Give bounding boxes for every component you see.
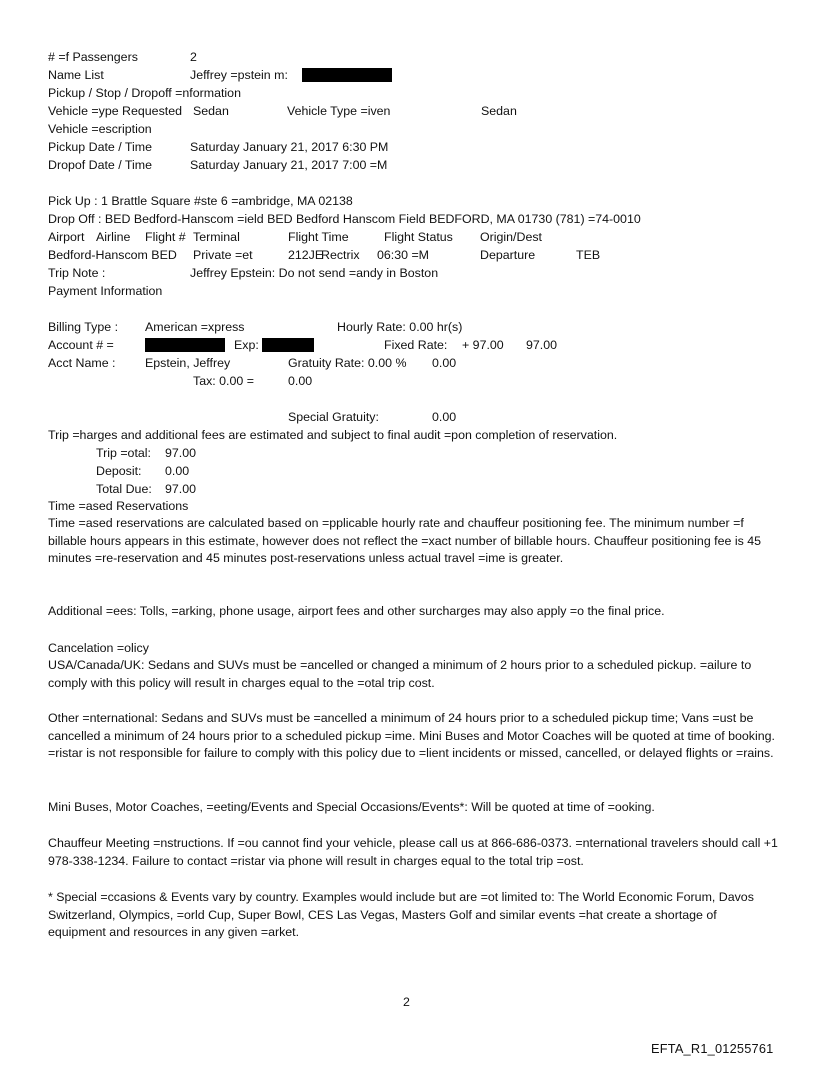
flight-row-origin-dest: TEB <box>576 248 601 262</box>
flight-row-airline: Private =et <box>193 248 253 262</box>
vehicle-given-value: Sedan <box>481 104 517 118</box>
fixed-rate-plus: + 97.00 <box>462 338 504 352</box>
trip-total-label: Trip =otal: <box>96 446 151 460</box>
dropoff-datetime-value: Saturday January 21, 2017 7:00 =M <box>190 158 388 172</box>
billing-type-label: Billing Type : <box>48 320 119 334</box>
account-number-label: Account # = <box>48 338 114 352</box>
cancelation-international-text: Other =nternational: Sedans and SUVs must be =ancelled a minimum of 24 hours prior to a scheduled pickup time; Vans =ust be cancelled a minimum of 24 hours prior to a scheduled pickup =ime. Mini Buses and Motor Coaches will be quoted at time of booking. =ristar is not responsible for failure to comply with this policy due to =lient incidents or missed, cancelled, or delayed flights or =rains. <box>48 711 775 761</box>
gratuity-rate: Gratuity Rate: 0.00 % <box>288 356 407 370</box>
trip-note-label: Trip Note : <box>48 266 106 280</box>
vehicle-desc-label: Vehicle =escription <box>48 122 152 136</box>
mini-bus-text: Mini Buses, Motor Coaches, =eeting/Events and Special Occasions/Events*: Will be quoted at time of =ooking. <box>48 800 655 814</box>
flight-header-flight-status: Flight Status <box>384 230 453 244</box>
pickup-datetime-value: Saturday January 21, 2017 6:30 PM <box>190 140 389 154</box>
deposit-value: 0.00 <box>165 464 190 478</box>
hourly-rate: Hourly Rate: 0.00 hr(s) <box>337 320 463 334</box>
redaction-box <box>262 338 314 352</box>
flight-header-flight-number: Flight # <box>145 230 186 244</box>
total-due-value: 97.00 <box>165 482 197 496</box>
cancelation-policy-heading: Cancelation =olicy <box>48 641 149 655</box>
pickup-location: Pick Up : 1 Brattle Square #ste 6 =ambridge, MA 02138 <box>48 194 353 208</box>
time-based-heading: Time =ased Reservations <box>48 499 189 513</box>
time-based-text: Time =ased reservations are calculated based on =pplicable hourly rate and chauffeur positioning fee. The minimum number =f billable hours appears in this estimate, however does not reflect the =xact number of billable hours. Chauffeur positioning fee is 45 minutes =re-reservation and 45 minutes post-reservations unless actual travel =ime is greater. <box>48 516 761 566</box>
vehicle-requested-label: Vehicle =ype Requested <box>48 104 182 118</box>
name-list-value: Jeffrey =pstein m: <box>190 68 288 82</box>
pickup-datetime-label: Pickup Date / Time <box>48 140 152 154</box>
flight-row-flight-status: Departure <box>480 248 536 262</box>
deposit-label: Deposit: <box>96 464 142 478</box>
passengers-label: # =f Passengers <box>48 50 138 64</box>
flight-header-airline: Airline <box>96 230 131 244</box>
redaction-box <box>145 338 225 352</box>
document-id: EFTA_R1_01255761 <box>651 1041 774 1056</box>
flight-row-flight-number: 212JE <box>288 248 324 262</box>
gratuity-amount: 0.00 <box>432 356 457 370</box>
acct-name-value: Epstein, Jeffrey <box>145 356 231 370</box>
special-occasions-text: * Special =ccasions & Events vary by country. Examples would include but are =ot limited to: The World Economic Forum, Davos Switzerland, Olympics, =orld Cup, Super Bowl, CES Las Vegas, Masters Golf and similar events =hat create a shortage of equipment and resources in any given =arket. <box>48 890 754 940</box>
trip-total-value: 97.00 <box>165 446 197 460</box>
dropoff-datetime-label: Dropof Date / Time <box>48 158 152 172</box>
pickup-info-label: Pickup / Stop / Dropoff =nformation <box>48 86 241 100</box>
trip-note-value: Jeffrey Epstein: Do not send =andy in Boston <box>190 266 439 280</box>
additional-fees-text: Additional =ees: Tolls, =arking, phone usage, airport fees and other surcharges may also apply =o the final price. <box>48 604 665 618</box>
tax-label: Tax: 0.00 = <box>193 374 254 388</box>
vehicle-requested-value: Sedan <box>193 104 229 118</box>
redaction-box <box>302 68 392 82</box>
dropoff-location: Drop Off : BED Bedford-Hanscom =ield BED Bedford Hanscom Field BEDFORD, MA 01730 (781) =74-0010 <box>48 212 641 226</box>
flight-header-terminal: Terminal <box>193 230 240 244</box>
flight-header-origin-dest: Origin/Dest <box>480 230 542 244</box>
flight-row-terminal: Rectrix <box>321 248 360 262</box>
flight-header-airport: Airport <box>48 230 85 244</box>
acct-name-label: Acct Name : <box>48 356 116 370</box>
fixed-rate-label: Fixed Rate: <box>384 338 448 352</box>
tax-amount: 0.00 <box>288 374 313 388</box>
flight-row-flight-time: 06:30 =M <box>377 248 430 262</box>
cancelation-usa-text: USA/Canada/UK: Sedans and SUVs must be =ancelled or changed a minimum of 2 hours prior to a scheduled pickup. =ailure to comply with this policy will result in charges equal to the =otal trip cost. <box>48 658 752 690</box>
page-number: 2 <box>403 995 410 1009</box>
total-due-label: Total Due: <box>96 482 152 496</box>
flight-header-flight-time: Flight Time <box>288 230 349 244</box>
flight-row-airport: Bedford-Hanscom BED <box>48 248 177 262</box>
passengers-value: 2 <box>190 50 197 64</box>
billing-type-value: American =xpress <box>145 320 245 334</box>
vehicle-given-label: Vehicle Type =iven <box>287 104 391 118</box>
chauffeur-instructions-text: Chauffeur Meeting =nstructions. If =ou cannot find your vehicle, please call us at 866-686-0373. =nternational travelers should call +1 978-338-1234. Failure to contact =ristar via phone will result in charges equal to the total trip =ost. <box>48 836 778 868</box>
special-gratuity-label: Special Gratuity: <box>288 410 379 424</box>
name-list-label: Name List <box>48 68 104 82</box>
special-gratuity-value: 0.00 <box>432 410 457 424</box>
estimate-note: Trip =harges and additional fees are estimated and subject to final audit =pon completion of reservation. <box>48 428 618 442</box>
payment-info-heading: Payment Information <box>48 284 163 298</box>
exp-label: Exp: <box>234 338 259 352</box>
fixed-rate-total: 97.00 <box>526 338 558 352</box>
